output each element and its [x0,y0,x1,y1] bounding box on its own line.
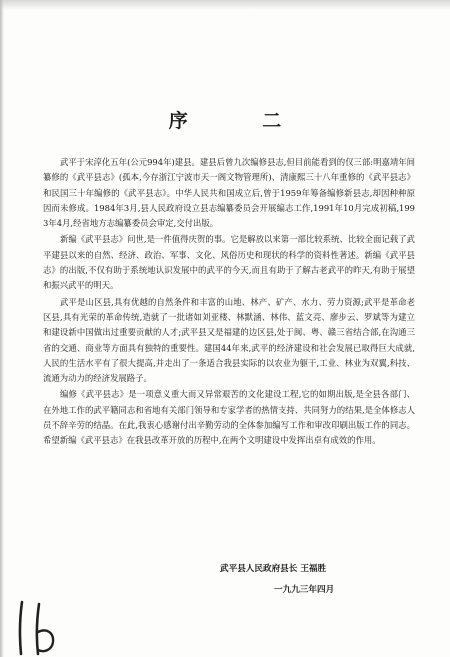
paragraph-4: 编修《武平县志》是一项意义重大而又异常艰苦的文化建设工程,它的如期出版,是全县各部门、在外地工作的武平籍同志和省地有关部门领导和专家学者的热情支持、共同努力的结果,是全体修志人员不辞辛劳的结晶。在此,我衷心感谢付出辛勤劳动的全体参加编写工作和审改印刷出版工作的同志。希望新编《武平县志》在我县改革开放的历程中,在两个文明建设中发挥出卓有成效的作用。 [43,389,415,446]
paragraph-3: 武平是山区县,具有优越的自然条件和丰富的山地、林产、矿产、水力、劳力资源;武平是革命老区县,具有光荣的革命传统,造就了一批诸如刘亚楼、林默涵、林伟、蓝文亮、廖步云、罗斌等为建立和建设新中国做出过重要贡献的人才;武平县又是福建的边区县,处于闽、粤、赣三省结合部,在沟通三省的交通、商业等方面具有独特的重要性。建国44年来,武平的经济建设和社会发展已取得巨大成就,人民的生活水平有了很大提高,并走出了一条适合我县实际的以农业为躯干,工业、林业为双翼,科技、流通为动力的经济发展路子。 [43,296,415,384]
page-title: 序 二 [168,110,316,132]
handwritten-mark [8,598,68,656]
signature-block [220,562,400,597]
scan-edge-top [0,0,450,10]
paragraph-2: 新编《武平县志》问世,是一件值得庆贺的事。它是解放以来第一部比较系统、比较全面记载了武平建县以来的自然、经济、政治、军事、文化、风俗历史和现状的科学的资料性著述。新编《武平县志》的出版,不仅有助于系统地认识发展中的武平的今天,而且有助于了解古老武平的昨天,有助于展望和振兴武平的明天。 [43,234,415,291]
paragraph-1: 武平于宋淳化五年(公元994年)建县。建县后曾九次编修县志,但目前能看到的仅三部:明嘉靖年间纂修的《武平县志》(孤本,今存浙江宁波市天一阁文物管理所)、清康熙三十八年重修的《武平县志》和民国三十年编修的《武平县志》。中华人民共和国成立后,曾于1959年筹备编修新县志,却因种种原因而未修成。1984年3月,县人民政府设立县志编纂委员会开展编志工作,1991年10月完成初稿,1993年4月,经省地方志编纂委员会审定,交付出版。 [43,157,415,229]
signature-author: 武平县人民政府县长 王福胜 [220,564,327,574]
signature-date: 一九九三年四月 [274,585,335,595]
scan-edge-left [0,0,4,657]
preface-body [43,155,415,450]
